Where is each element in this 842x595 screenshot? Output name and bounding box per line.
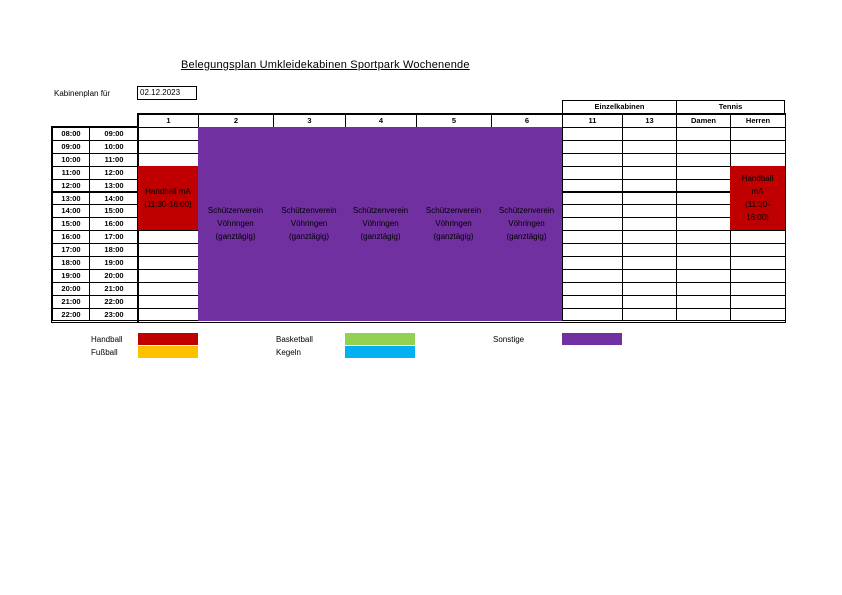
time-from: 21:00 — [52, 295, 90, 309]
booking-line: (11:30-16:00) — [144, 199, 192, 209]
booking-handball-herren — [730, 166, 785, 231]
booking-line: Vöhringen — [362, 219, 399, 229]
booking-line: (ganztägig) — [433, 232, 474, 242]
booking-line: Schützenverein — [425, 206, 482, 216]
booking-schuetzenverein-text — [426, 204, 481, 243]
time-from: 20:00 — [52, 282, 90, 296]
booking-schuetzenverein-text — [208, 204, 263, 243]
booking-line: Vöhringen — [290, 219, 328, 229]
column-header: Damen — [676, 114, 731, 128]
time-to: 23:00 — [89, 308, 139, 322]
kabinenplan-label: Kabinenplan für — [54, 89, 111, 98]
time-to: 10:00 — [89, 140, 139, 154]
time-from: 19:00 — [52, 269, 90, 283]
booking-schuetzenverein — [345, 127, 416, 321]
booking-line: Schützenverein — [281, 206, 337, 216]
legend-label-basketball: Basketball — [276, 335, 313, 344]
column-header: 5 — [416, 114, 492, 128]
time-from: 09:00 — [52, 140, 90, 154]
booking-line: Vöhringen — [435, 219, 472, 229]
time-to: 14:00 — [89, 192, 139, 206]
booking-handball-col1 — [138, 166, 198, 231]
time-to: 15:00 — [89, 204, 139, 218]
booking-line: Handball mA — [145, 186, 191, 196]
time-to: 13:00 — [89, 179, 139, 193]
booking-line: (ganztägig) — [288, 232, 330, 242]
legend-label-handball: Handball — [91, 335, 123, 344]
booking-line: (ganztägig) — [360, 232, 401, 242]
legend-swatch-basketball — [345, 333, 415, 345]
booking-line: Schützenverein — [498, 206, 555, 216]
time-to: 12:00 — [89, 166, 139, 180]
page-title: Belegungsplan Umkleidekabinen Sportpark Wochenende — [181, 59, 470, 71]
booking-line: Handball — [741, 173, 774, 183]
booking-schuetzenverein — [416, 127, 491, 321]
booking-handball-herren-text — [742, 172, 774, 224]
time-from: 22:00 — [52, 308, 90, 322]
legend-label-fussball: Fußball — [91, 348, 118, 357]
time-from: 14:00 — [52, 204, 90, 218]
legend-label-sonstige: Sonstige — [493, 335, 525, 344]
column-header: 1 — [138, 114, 199, 128]
booking-line: Vöhringen — [508, 219, 545, 229]
booking-schuetzenverein — [491, 127, 562, 321]
time-to: 22:00 — [89, 295, 139, 309]
booking-line: Schützenverein — [207, 206, 264, 216]
time-from: 11:00 — [52, 166, 90, 180]
legend-swatch-fussball — [138, 346, 198, 358]
column-header: 11 — [562, 114, 623, 128]
booking-line: (ganztägig) — [215, 232, 256, 242]
time-to: 21:00 — [89, 282, 139, 296]
booking-line: (11:30- — [745, 199, 770, 209]
booking-schuetzenverein-text — [281, 204, 336, 243]
column-header: Herren — [730, 114, 786, 128]
booking-line: (ganztägig) — [506, 232, 547, 242]
time-from: 13:00 — [52, 192, 90, 206]
time-to: 20:00 — [89, 269, 139, 283]
column-header: 2 — [198, 114, 274, 128]
time-from: 15:00 — [52, 217, 90, 231]
time-from: 17:00 — [52, 243, 90, 257]
legend-swatch-handball — [138, 333, 198, 345]
booking-schuetzenverein-text — [499, 204, 554, 243]
booking-schuetzenverein — [273, 127, 345, 321]
time-from: 12:00 — [52, 179, 90, 193]
time-from: 10:00 — [52, 153, 90, 167]
column-header: 6 — [491, 114, 563, 128]
booking-line: Schützenverein — [352, 206, 409, 216]
time-to: 19:00 — [89, 256, 139, 270]
time-to: 16:00 — [89, 217, 139, 231]
time-column-frame — [51, 126, 139, 323]
column-header: 13 — [622, 114, 677, 128]
time-from: 18:00 — [52, 256, 90, 270]
legend-swatch-kegeln — [345, 346, 415, 358]
legend-swatch-sonstige — [562, 333, 622, 345]
booking-line: mA — [751, 186, 764, 196]
group-header-einzelkabinen: Einzelkabinen — [562, 100, 677, 114]
time-to: 17:00 — [89, 230, 139, 244]
column-header: 3 — [273, 114, 346, 128]
time-from: 16:00 — [52, 230, 90, 244]
group-header-tennis: Tennis — [676, 100, 785, 114]
column-header: 4 — [345, 114, 417, 128]
booking-schuetzenverein — [198, 127, 273, 321]
booking-handball-col1-text — [144, 185, 191, 211]
booking-schuetzenverein-text — [353, 204, 408, 243]
time-to: 09:00 — [89, 127, 139, 141]
booking-line: 16:00) — [746, 212, 769, 222]
booking-line: Vöhringen — [217, 219, 254, 229]
date-field[interactable]: 02.12.2023 — [137, 86, 197, 100]
time-to: 18:00 — [89, 243, 139, 257]
time-to: 11:00 — [89, 153, 139, 167]
legend-label-kegeln: Kegeln — [276, 348, 301, 357]
time-from: 08:00 — [52, 127, 90, 141]
